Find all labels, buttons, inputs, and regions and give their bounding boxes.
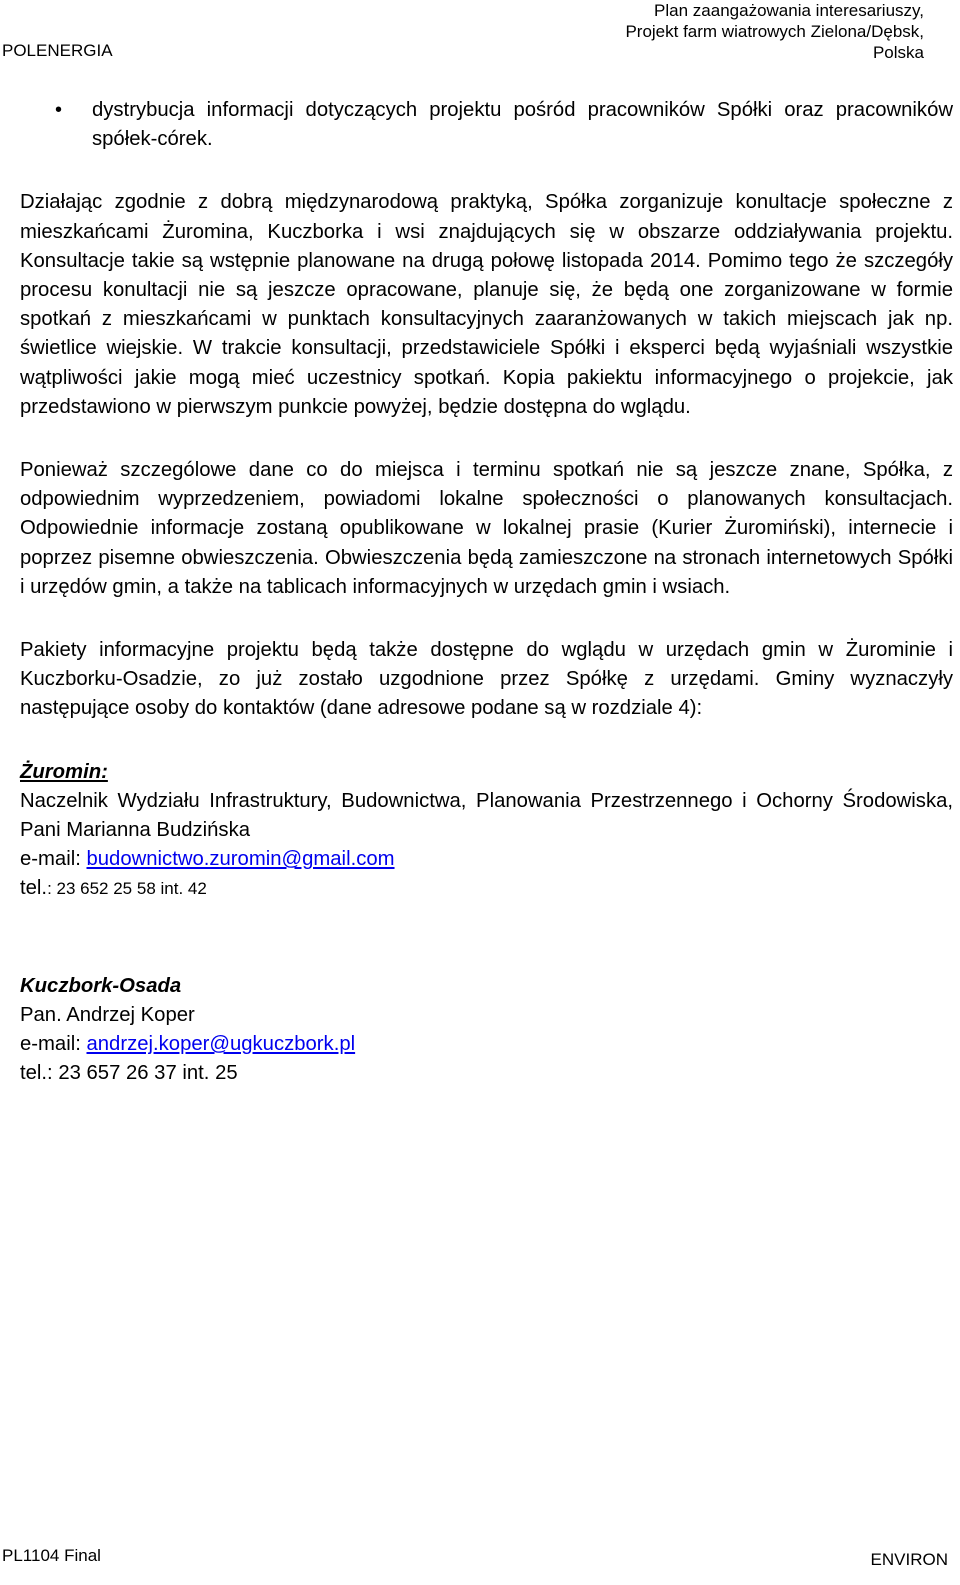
header-company: POLENERGIA xyxy=(2,41,113,60)
header-title-line: Plan zaangażowania interesariuszy, xyxy=(654,1,924,20)
contact-heading xyxy=(20,758,953,787)
header-title-line: Projekt farm wiatrowych Zielona/Dębsk, xyxy=(625,22,924,41)
bullet-list xyxy=(20,96,953,154)
contact-tel-line: tel.: 23 657 26 37 int. 25 xyxy=(20,1062,238,1085)
contact-email-line xyxy=(20,1030,953,1059)
email-link[interactable]: budownictwo.zuromin@gmail.com xyxy=(86,848,395,871)
email-label: e-mail: xyxy=(20,1033,87,1056)
contact-person: Pan. Andrzej Koper xyxy=(20,1003,195,1026)
footer-doc-id: PL1104 Final xyxy=(2,1546,101,1565)
bullet-icon: • xyxy=(55,99,63,121)
bullet-item-text: dystrybucja informacji dotyczących projektu pośród pracowników Spółki oraz pracowników spółek-córek. xyxy=(92,99,953,151)
contact-heading: Kuczbork-Osada xyxy=(20,974,182,997)
document-body xyxy=(20,96,953,1156)
contact-heading-text: Żuromin: xyxy=(20,760,108,783)
header-title xyxy=(625,0,924,63)
tel-label: tel. xyxy=(20,877,48,900)
bullet-item xyxy=(55,96,953,154)
paragraph-consultations: Działając zgodnie z dobrą międzynarodową praktyką, Spółka zorganizuje konultacje społeczne z mieszkańcami Żuromina, Kuczborka i wsi znajdujących się w obszarze oddziaływania projektu. Konsultacje takie są wstępnie planowane na drugą połowę listopada 2014. Pomimo tego że szczegóły procesu konultacji nie są jeszcze opracowane, planuje się, że będą one zorganizowane w formie spotkań z mieszkańcami w punktach konsultacyjnych zaaranżowanych w takich miejscach jak np. świetlice wiejskie. W trakcie konsultacji, przedstawiciele Spółki i eksperci będą wyjaśniali wszystkie wątpliwości jakie mogą mieć uczestnicy spotkań. Kopia pakiektu informacyjnego o projekcie, jak przedstawiono w pierwszym punkcie powyżej, będzie dostępna do wglądu. xyxy=(20,191,953,418)
contact-person: Naczelnik Wydziału Infrastruktury, Budownictwa, Planowania Przestrzennego i Ochorny Środowiska, Pani Marianna Budzińska xyxy=(20,789,953,842)
email-label: e-mail: xyxy=(20,848,87,871)
contact-email-line xyxy=(20,845,953,874)
contact-tel-line xyxy=(20,874,953,903)
contact-kuczbork xyxy=(20,972,953,1089)
tel-value: : 23 652 25 58 int. 42 xyxy=(47,879,207,899)
paragraph-info-packages: Pakiety informacyjne projektu będą także dostępne do wglądu w urzędach gmin w Żurominie i Kuczborku-Osadzie, zo już zostało uzgodnione przez Spółkę z urzędami. Gminy wyznaczyły następujące osoby do kontaktów (dane adresowe podane są w rozdziale 4): xyxy=(20,639,953,720)
contact-zuromin xyxy=(20,758,953,904)
footer-brand: ENVIRON xyxy=(870,1550,948,1569)
paragraph-notifications: Ponieważ szczególowe dane co do miejsca i terminu spotkań nie są jeszcze znane, Spółka, z odpowiednim wyprzedzeniem, powiadomi lokalne społeczności o planowanych konsultacjach. Odpowiednie informacje zostaną opublikowane w lokalnej prasie (Kurier Żuromiński), internecie i poprzez pisemne obwieszczenia. Obwieszczenia będą zamieszczone na stronach internetowych Spółki i urzędów gmin, a także na tablicach informacyjnych w urzędach gmin i wsiach. xyxy=(20,459,953,598)
email-link[interactable]: andrzej.koper@ugkuczbork.pl xyxy=(86,1033,356,1056)
header-title-line: Polska xyxy=(872,43,924,62)
